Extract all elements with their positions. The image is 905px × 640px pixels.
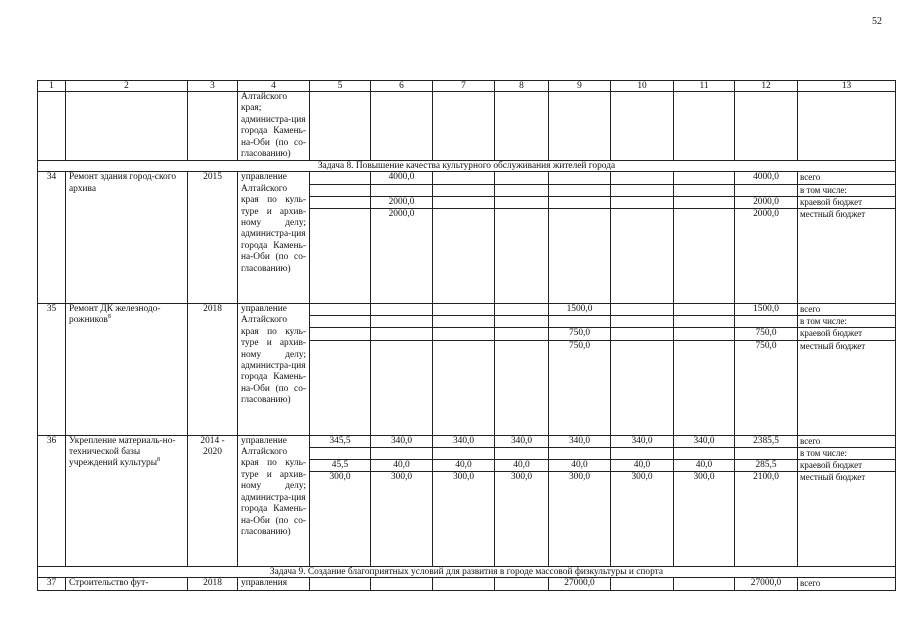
row-36-reg-2015: 40,0 [371, 460, 433, 472]
header-col-7: 7 [433, 81, 495, 92]
funding-total-label: всего [798, 435, 896, 447]
row-37-total-2018: 27000,0 [549, 578, 611, 590]
task-8-row [38, 161, 896, 172]
row-36-total-2014: 345,5 [310, 435, 371, 447]
row-35-total-2019 [611, 304, 674, 316]
row-35-name: Ремонт ДК железнодо-рожников [69, 304, 161, 326]
row-35-loc-2019 [611, 340, 674, 435]
row-35-loc-2020 [674, 340, 735, 435]
row-36-reg-2018: 40,0 [549, 460, 611, 472]
row-34-total-2015: 4000,0 [371, 172, 433, 184]
row-35-loc-2015 [371, 340, 433, 435]
row-37-total-sum: 27000,0 [735, 578, 798, 590]
header-col-2: 2 [66, 81, 188, 92]
row-35-loc-2016 [433, 340, 495, 435]
header-col-13: 13 [798, 81, 896, 92]
row-36-total-2016: 340,0 [433, 435, 495, 447]
funding-regional-label: краевой бюджет [798, 328, 896, 340]
row-36-total-sum: 2385,5 [735, 435, 798, 447]
row-36-total-2020: 340,0 [674, 435, 735, 447]
row-34-reg-2015: 2000,0 [371, 196, 433, 208]
row-37-num: 37 [38, 578, 66, 590]
row-34-loc-2014 [310, 209, 371, 304]
row-35-reg-2018: 750,0 [549, 328, 611, 340]
header-col-1: 1 [38, 81, 66, 92]
row-34-total-2019 [611, 172, 674, 184]
row-35-total [38, 304, 896, 316]
row-35-total-2016 [433, 304, 495, 316]
row-36-loc-2016: 300,0 [433, 472, 495, 567]
row-34-total-2018 [549, 172, 611, 184]
row-36-num: 36 [38, 435, 66, 567]
row-34-num: 34 [38, 172, 66, 304]
row-36-reg-2017: 40,0 [495, 460, 549, 472]
row-36-loc-2020: 300,0 [674, 472, 735, 567]
funding-local-label: местный бюджет [798, 340, 896, 435]
row-36-name-cell [66, 435, 188, 567]
row-35-reg-2017 [495, 328, 549, 340]
row-34-reg-sum: 2000,0 [735, 196, 798, 208]
row-34-loc-2017 [495, 209, 549, 304]
funding-regional-label: краевой бюджет [798, 196, 896, 208]
row-36-total-2015: 340,0 [371, 435, 433, 447]
row-35-reg-2014 [310, 328, 371, 340]
header-col-9: 9 [549, 81, 611, 92]
row-35-loc-2017 [495, 340, 549, 435]
row-36-reg-2014: 45,5 [310, 460, 371, 472]
task-9-row [38, 567, 896, 578]
row-34-total-2017 [495, 172, 549, 184]
row-36-loc-2015: 300,0 [371, 472, 433, 567]
row-34-total-2020 [674, 172, 735, 184]
row-35-loc-sum: 750,0 [735, 340, 798, 435]
row-35-total-2017 [495, 304, 549, 316]
row-36-total [38, 435, 896, 447]
funding-local-label: местный бюджет [798, 209, 896, 304]
funding-total-label: всего [798, 304, 896, 316]
row-35-reg-2019 [611, 328, 674, 340]
row-36-reg-sum: 285,5 [735, 460, 798, 472]
row-35-total-2018: 1500,0 [549, 304, 611, 316]
row-35-total-2014 [310, 304, 371, 316]
row-35-loc-2018: 750,0 [549, 340, 611, 435]
row-34-reg-2019 [611, 196, 674, 208]
row-35-total-2020 [674, 304, 735, 316]
row-36-footnote: 8 [157, 457, 160, 464]
header-col-6: 6 [371, 81, 433, 92]
row-36-total-2018: 340,0 [549, 435, 611, 447]
row-34-reg-2018 [549, 196, 611, 208]
continuation-org: Алтайского края; администра-ция города Камень-на-Оби (по со-гласованию) [238, 92, 310, 161]
row-36-total-2017: 340,0 [495, 435, 549, 447]
row-37-total [38, 578, 896, 590]
row-35-total-2015 [371, 304, 433, 316]
row-37-total-2015 [371, 578, 433, 590]
row-37-year: 2018 [188, 578, 238, 590]
header-col-10: 10 [611, 81, 674, 92]
row-36-loc-2019: 300,0 [611, 472, 674, 567]
row-37-total-2016 [433, 578, 495, 590]
row-36-loc-sum: 2100,0 [735, 472, 798, 567]
row-37-org: управления [238, 578, 310, 590]
row-34-total [38, 172, 896, 184]
row-34-reg-2016 [433, 196, 495, 208]
row-35-total-sum: 1500,0 [735, 304, 798, 316]
row-36-name: Укрепление материаль-но-технической базы учреждений культуры [69, 435, 176, 469]
row-37-total-2017 [495, 578, 549, 590]
funding-regional-label: краевой бюджет [798, 460, 896, 472]
row-36-loc-2017: 300,0 [495, 472, 549, 567]
continuation-row [38, 92, 896, 161]
funding-total-label: всего [798, 172, 896, 184]
row-36-org: управление Алтайского края по куль-туре и архив-ному делу; администра-ция города Камень-на-Оби (по со-гласованию) [238, 435, 310, 567]
row-34-reg-2017 [495, 196, 549, 208]
row-35-org: управление Алтайского края по куль-туре и архив-ному делу; администра-ция города Камень-на-Оби (по со-гласованию) [238, 304, 310, 436]
task-8-title: Задача 8. Повышение качества культурного обслуживания жителей города [38, 161, 896, 172]
row-36-reg-2020: 40,0 [674, 460, 735, 472]
row-36-total-2019: 340,0 [611, 435, 674, 447]
row-35-name-cell [66, 304, 188, 436]
row-37-name: Строительство фут- [66, 578, 188, 590]
funding-incl-label: в том числе: [798, 316, 896, 328]
row-35-reg-sum: 750,0 [735, 328, 798, 340]
header-col-5: 5 [310, 81, 371, 92]
row-36-loc-2014: 300,0 [310, 472, 371, 567]
row-34-reg-2014 [310, 196, 371, 208]
row-34-total-2014 [310, 172, 371, 184]
header-row [38, 81, 896, 92]
row-35-reg-2016 [433, 328, 495, 340]
row-36-year: 2014 - 2020 [188, 435, 238, 567]
row-35-num: 35 [38, 304, 66, 436]
row-36-reg-2016: 40,0 [433, 460, 495, 472]
row-34-loc-2015: 2000,0 [371, 209, 433, 304]
funding-local-label: местный бюджет [798, 472, 896, 567]
header-col-11: 11 [674, 81, 735, 92]
header-col-8: 8 [495, 81, 549, 92]
row-37-total-2019 [611, 578, 674, 590]
row-34-reg-2020 [674, 196, 735, 208]
row-34-loc-2016 [433, 209, 495, 304]
funding-incl-label: в том числе: [798, 184, 896, 196]
page-number: 52 [872, 16, 882, 27]
funding-total-label: всего [798, 578, 896, 590]
row-34-total-2016 [433, 172, 495, 184]
task-9-title: Задача 9. Создание благоприятных условий для развития в городе массовой физкультуры и спорта [38, 567, 896, 578]
row-36-reg-2019: 40,0 [611, 460, 674, 472]
row-34-year: 2015 [188, 172, 238, 304]
row-34-loc-sum: 2000,0 [735, 209, 798, 304]
row-37-total-2014 [310, 578, 371, 590]
row-34-name: Ремонт здания город-ского архива [66, 172, 188, 304]
row-35-reg-2020 [674, 328, 735, 340]
row-34-loc-2020 [674, 209, 735, 304]
row-35-year: 2018 [188, 304, 238, 436]
row-34-org: управление Алтайского края по куль-туре и архив-ному делу; администра-ция города Камень-на-Оби (по со-гласованию) [238, 172, 310, 304]
row-35-reg-2015 [371, 328, 433, 340]
row-35-loc-2014 [310, 340, 371, 435]
funding-incl-label: в том числе: [798, 447, 896, 459]
header-col-3: 3 [188, 81, 238, 92]
header-col-12: 12 [735, 81, 798, 92]
header-col-4: 4 [238, 81, 310, 92]
row-34-loc-2019 [611, 209, 674, 304]
row-37-total-2020 [674, 578, 735, 590]
row-34-loc-2018 [549, 209, 611, 304]
row-36-loc-2018: 300,0 [549, 472, 611, 567]
budget-table [37, 80, 896, 591]
row-35-footnote: 8 [107, 314, 111, 321]
row-34-total-sum: 4000,0 [735, 172, 798, 184]
